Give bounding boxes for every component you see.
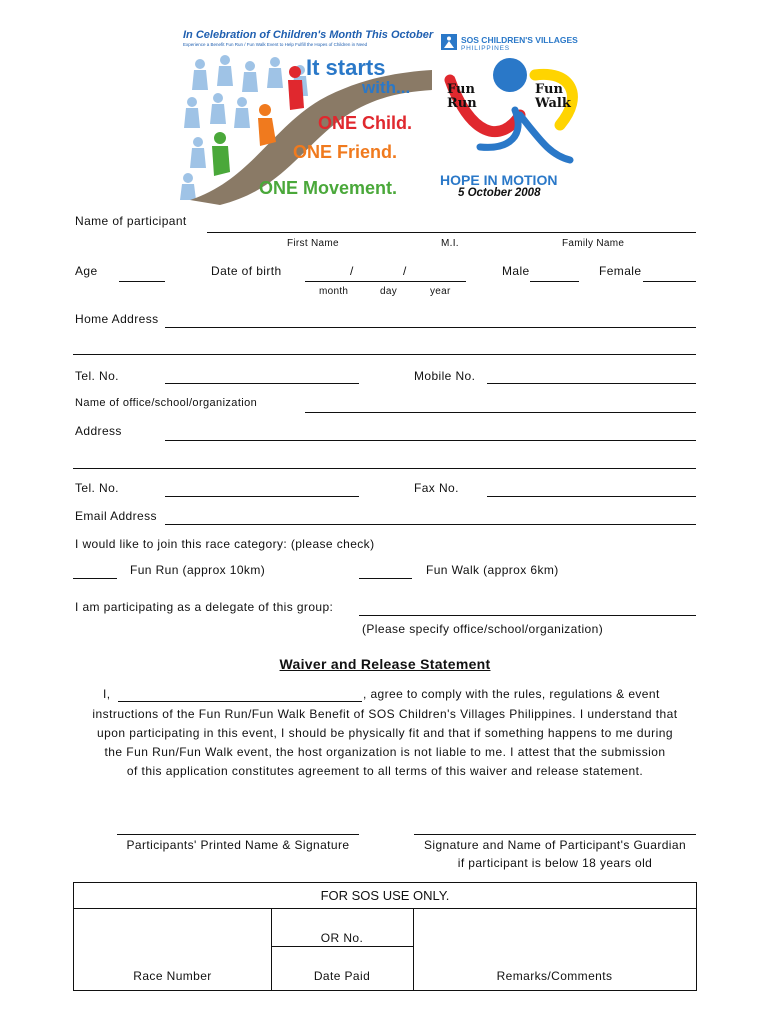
home-address-field-1[interactable] xyxy=(165,327,696,328)
one-movement-text: ONE Movement. xyxy=(259,178,398,198)
sos-box-divider xyxy=(74,908,696,909)
office-field[interactable] xyxy=(305,412,696,413)
fun-run-logo-text xyxy=(447,83,477,111)
waiver-line-4: the Fun Run/Fun Walk event, the host organization is not liable to me. I attest that the submission xyxy=(104,745,666,759)
email-label: Email Address xyxy=(75,509,157,523)
day-caption: day xyxy=(380,286,398,297)
male-label: Male xyxy=(502,264,530,278)
office-address-field-1[interactable] xyxy=(165,440,696,441)
guardian-signature-caption: Signature and Name of Participant's Guardian xyxy=(423,838,687,852)
org-name: SOS CHILDREN'S VILLAGES xyxy=(461,35,578,45)
office-address-label: Address xyxy=(75,424,122,438)
one-child-text: ONE Child. xyxy=(318,113,412,133)
office-tel-label: Tel. No. xyxy=(75,481,119,495)
mobile-label: Mobile No. xyxy=(414,369,476,383)
fun-walk-logo-text xyxy=(535,83,571,111)
age-field[interactable] xyxy=(119,281,165,282)
waiver-name-field[interactable] xyxy=(118,701,362,702)
celebration-heading: In Celebration of Children's Month This October xyxy=(183,29,434,41)
it-starts-text: It starts xyxy=(306,55,386,80)
waiver-line-1: , agree to comply with the rules, regulations & event xyxy=(363,687,660,701)
delegate-field[interactable] xyxy=(359,615,696,616)
office-address-field-2[interactable] xyxy=(73,468,696,469)
participant-name-label: Name of participant xyxy=(75,214,187,228)
fun-walk-line2: Walk xyxy=(535,96,571,111)
fun-run-line2: Run xyxy=(447,96,477,111)
home-address-label: Home Address xyxy=(75,312,159,326)
fun-walk-line1: Fun xyxy=(535,82,563,97)
hope-in-motion-logo-icon xyxy=(440,55,590,175)
sos-use-box xyxy=(73,882,697,991)
fax-field[interactable] xyxy=(487,496,696,497)
family-name-caption: Family Name xyxy=(562,238,625,249)
guardian-age-note: if participant is below 18 years old xyxy=(457,856,653,870)
date-paid-label: Date Paid xyxy=(313,969,371,983)
sos-logo-icon xyxy=(441,34,457,50)
waiver-title: Waiver and Release Statement xyxy=(279,656,491,672)
participant-signature-field[interactable] xyxy=(117,834,359,835)
office-tel-field[interactable] xyxy=(165,496,359,497)
female-label: Female xyxy=(599,264,642,278)
first-name-caption: First Name xyxy=(287,238,339,249)
male-checkbox-line[interactable] xyxy=(530,281,579,282)
banner-tagline: Experience a Benefit Fun Run / Fun Walk Event to Help Fulfill the Hopes of Children in Need xyxy=(183,42,368,47)
email-field[interactable] xyxy=(165,524,696,525)
dob-slash-2: / xyxy=(403,264,407,278)
race-category-prompt: I would like to join this race category: (please check) xyxy=(75,537,375,551)
waiver-line-2: instructions of the Fun Run/Fun Walk Benefit of SOS Children's Villages Philippines. I understand that xyxy=(92,707,678,721)
fun-walk-checkbox-line[interactable] xyxy=(359,578,412,579)
waiver-line-3: upon participating in this event, I should be physically fit and that if something happens to me during xyxy=(96,726,673,740)
hope-in-motion-text: HOPE IN MOTION xyxy=(440,172,558,188)
delegate-label: I am participating as a delegate of this group: xyxy=(75,600,334,614)
or-no-underline xyxy=(271,946,413,947)
home-address-field-2[interactable] xyxy=(73,354,696,355)
office-label: Name of office/school/organization xyxy=(75,397,258,409)
org-country: PHILIPPINES xyxy=(461,45,510,52)
dob-label: Date of birth xyxy=(211,264,282,278)
race-number-label: Race Number xyxy=(133,969,212,983)
mi-caption: M.I. xyxy=(441,238,459,249)
month-caption: month xyxy=(319,286,349,297)
event-date: 5 October 2008 xyxy=(458,187,541,199)
tel-field[interactable] xyxy=(165,383,359,384)
waiver-i: I, xyxy=(103,687,111,701)
dob-slash-1: / xyxy=(350,264,354,278)
participant-name-field[interactable] xyxy=(207,232,696,233)
tel-label: Tel. No. xyxy=(75,369,119,383)
sos-use-title: FOR SOS USE ONLY. xyxy=(320,888,450,903)
guardian-signature-field[interactable] xyxy=(414,834,696,835)
fun-run-line1: Fun xyxy=(447,82,475,97)
mobile-field[interactable] xyxy=(487,383,696,384)
fun-walk-option-label: Fun Walk (approx 6km) xyxy=(426,563,559,577)
year-caption: year xyxy=(430,286,451,297)
age-label: Age xyxy=(75,264,98,278)
participant-signature-caption: Participants' Printed Name & Signature xyxy=(126,838,350,852)
fun-run-option-label: Fun Run (approx 10km) xyxy=(130,563,266,577)
female-checkbox-line[interactable] xyxy=(643,281,696,282)
one-friend-text: ONE Friend. xyxy=(293,142,398,162)
remarks-label: Remarks/Comments xyxy=(496,969,613,983)
fax-label: Fax No. xyxy=(414,481,459,495)
fun-run-checkbox-line[interactable] xyxy=(73,578,117,579)
delegate-specify-caption: (Please specify office/school/organization) xyxy=(362,622,604,636)
with-text: with... xyxy=(362,78,411,97)
waiver-line-5: of this application constitutes agreement to all terms of this waiver and release statement. xyxy=(126,764,644,778)
dob-field[interactable] xyxy=(305,281,466,282)
or-no-label: OR No. xyxy=(320,931,364,945)
